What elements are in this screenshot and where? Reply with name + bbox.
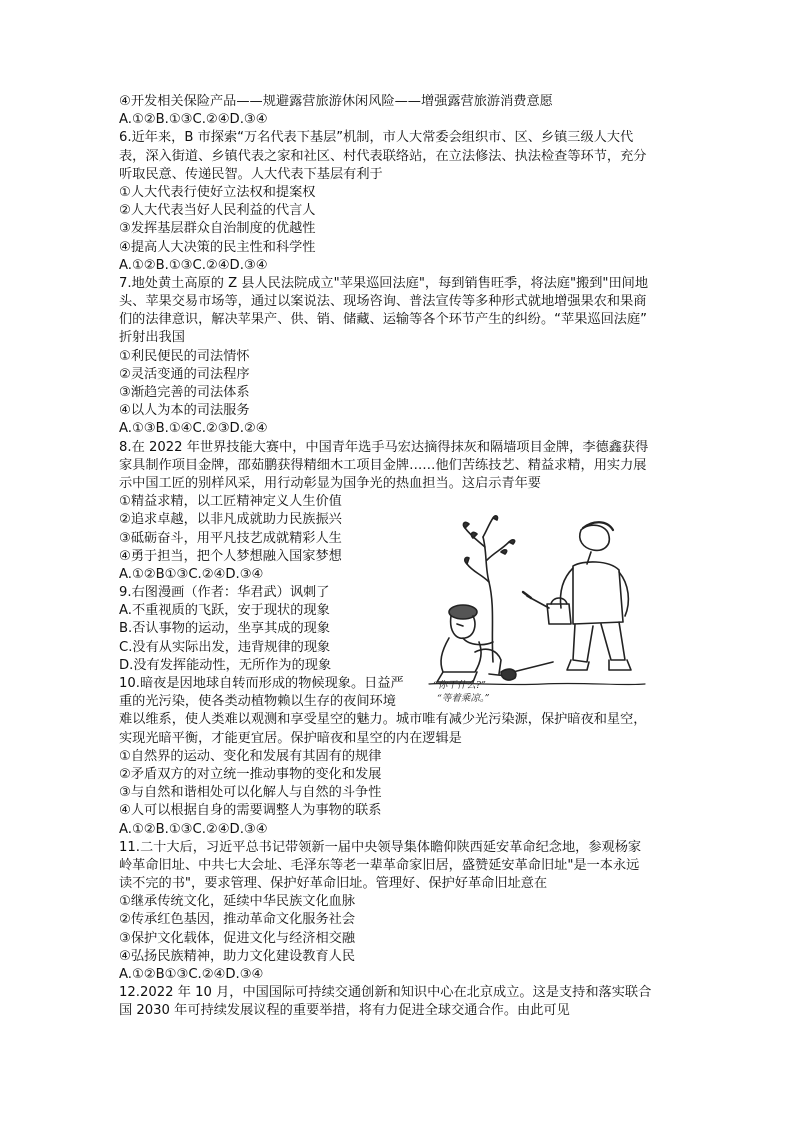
q5-answer-choices: A.①②B.①③C.②④D.③④ <box>119 112 268 128</box>
cartoon-drawing <box>423 512 649 704</box>
q8-option-1: ①精益求精，以工匠精神定义人生价值 <box>119 494 342 510</box>
q10-stem-line-3: 难以维系，使人类难以观测和享受星空的魅力。城市唯有减少光污染源，保护暗夜和星空， <box>119 712 647 728</box>
q8-option-4: ④勇于担当，把个人梦想融入国家梦想 <box>119 548 342 564</box>
q10-answer-choices: A.①②B.①③C.②④D.③④ <box>119 821 268 837</box>
q6-answer-choices: A.①②B.①③C.②④D.③④ <box>119 257 268 273</box>
q7-option-1: ①利民便民的司法情怀 <box>119 348 250 364</box>
q10-option-4: ④人可以根据自身的需要调整人为事物的联系 <box>119 803 382 819</box>
q6-option-3: ③发挥基层群众自治制度的优越性 <box>119 221 316 237</box>
q11-option-1: ①继承传统文化，延续中华民族文化血脉 <box>119 894 356 910</box>
q11-option-3: ③保护文化载体，促进文化与经济相交融 <box>119 930 356 946</box>
q7-stem-line-1: 7.地处黄土高原的 Z 县人民法院成立"苹果巡回法庭"，每到销售旺季，将法庭"搬到"田间地 <box>119 275 649 291</box>
q7-option-2: ②灵活变通的司法程序 <box>119 366 250 382</box>
q10-option-3: ③与自然和谐相处可以化解人与自然的斗争性 <box>119 785 382 801</box>
q11-option-2: ②传承红色基因，推动革命文化服务社会 <box>119 912 356 928</box>
q9-option-d: D.没有发挥能动性，无所作为的现象 <box>119 657 332 673</box>
q11-option-4: ④弘扬民族精神，助力文化建设教育人民 <box>119 948 356 964</box>
cartoon-illustration <box>423 512 649 704</box>
q8-stem-line-3: 示中国工匠的别样风采，用行动彰显为国争光的热血担当。这启示青年要 <box>119 475 541 491</box>
q7-stem-line-4: 折射出我国 <box>119 330 185 346</box>
q10-option-2: ②矛盾双方的对立统一推动事物的变化和发展 <box>119 766 382 782</box>
q8-option-3: ③砥砺奋斗，用平凡技艺成就精彩人生 <box>119 530 342 546</box>
q9-option-a: A.不重视质的飞跃，安于现状的现象 <box>119 603 330 619</box>
q6-stem-line-1: 6.近年来，B 市探索“万名代表下基层”机制，市人大常委会组织市、区、乡镇三级人大代 <box>119 130 634 146</box>
q6-option-1: ①人大代表行使好立法权和提案权 <box>119 184 316 200</box>
q12-stem-line-1: 12.2022 年 10 月，中国国际可持续交通创新和知识中心在北京成立。这是支持和落实联合 <box>119 985 652 1001</box>
q6-stem-line-3: 听取民意、传递民智。人大代表下基层有利于 <box>119 166 383 182</box>
cartoon-caption-2: “等着乘凉。” <box>437 693 490 704</box>
q6-option-4: ④提高人大决策的民主性和科学性 <box>119 239 316 255</box>
q11-stem-line-1: 11.二十大后，习近平总书记带领新一届中央领导集体瞻仰陕西延安革命纪念地，参观杨家 <box>119 839 642 855</box>
q7-answer-choices: A.①③B.①④C.②③D.②④ <box>119 421 268 437</box>
q10-stem-line-4: 实现光暗平衡，才能更宜居。保护暗夜和星空的内在逻辑是 <box>119 730 462 746</box>
q7-option-4: ④以人为本的司法服务 <box>119 403 250 419</box>
q9-option-c: C.没有从实际出发，违背规律的现象 <box>119 639 331 655</box>
q7-option-3: ③渐趋完善的司法体系 <box>119 385 250 400</box>
q11-answer-choices: A.①②B①③C.②④D.③④ <box>119 967 264 982</box>
q10-stem-line-1: 10.暗夜是因地球自转而形成的物候现象。日益严 <box>119 676 404 691</box>
q8-stem-line-1: 8.在 2022 年世界技能大赛中，中国青年选手马宏达摘得抹灰和隔墙项目金牌，李德鑫获得 <box>119 439 649 455</box>
q8-stem-line-2: 家具制作项目金牌，邵茹鹏获得精细木工项目金牌……他们苦练技艺、精益求精，用实力展 <box>119 457 647 473</box>
cartoon-caption-1: “你干什么?” <box>433 680 486 691</box>
q10-stem-line-2: 重的光污染，使各类动植物赖以生存的夜间环境 <box>119 694 396 710</box>
q9-stem: 9.右图漫画（作者：华君武）讽刺了 <box>119 585 330 601</box>
q6-stem-line-2: 表，深入街道、乡镇代表之家和社区、村代表联络站，在立法修法、执法检查等环节，充分 <box>119 148 647 164</box>
q11-stem-line-3: 读不完的书"，要求管理、保护好革命旧址。管理好、保护好革命旧址意在 <box>119 876 548 892</box>
q12-stem-line-2: 国 2030 年可持续发展议程的重要举措，将有力促进全球交通合作。由此可见 <box>119 1003 570 1019</box>
q5-option-4: ④开发相关保险产品——规避露营旅游休闲风险——增强露营旅游消费意愿 <box>119 94 553 109</box>
q8-answer-choices: A.①②B①③C.②④D.③④ <box>119 566 264 582</box>
q7-stem-line-3: 们的法律意识，解决苹果产、供、销、储藏、运输等各个环节产生的纠纷。“苹果巡回法庭” <box>119 312 647 328</box>
q11-stem-line-2: 岭革命旧址、中共七大会址、毛泽东等老一辈革命家旧居，盛赞延安革命旧址"是一本永远 <box>119 857 640 873</box>
q7-stem-line-2: 头、苹果交易市场等，通过以案说法、现场咨询、普法宣传等多种形式就地增强果农和果商 <box>119 294 647 310</box>
q9-option-b: B.否认事物的运动，坐享其成的现象 <box>119 621 331 637</box>
q8-option-2: ②追求卓越，以非凡成就助力民族振兴 <box>119 512 342 528</box>
q6-option-2: ②人大代表当好人民利益的代言人 <box>119 203 316 219</box>
q10-option-1: ①自然界的运动、变化和发展有其固有的规律 <box>119 748 382 764</box>
